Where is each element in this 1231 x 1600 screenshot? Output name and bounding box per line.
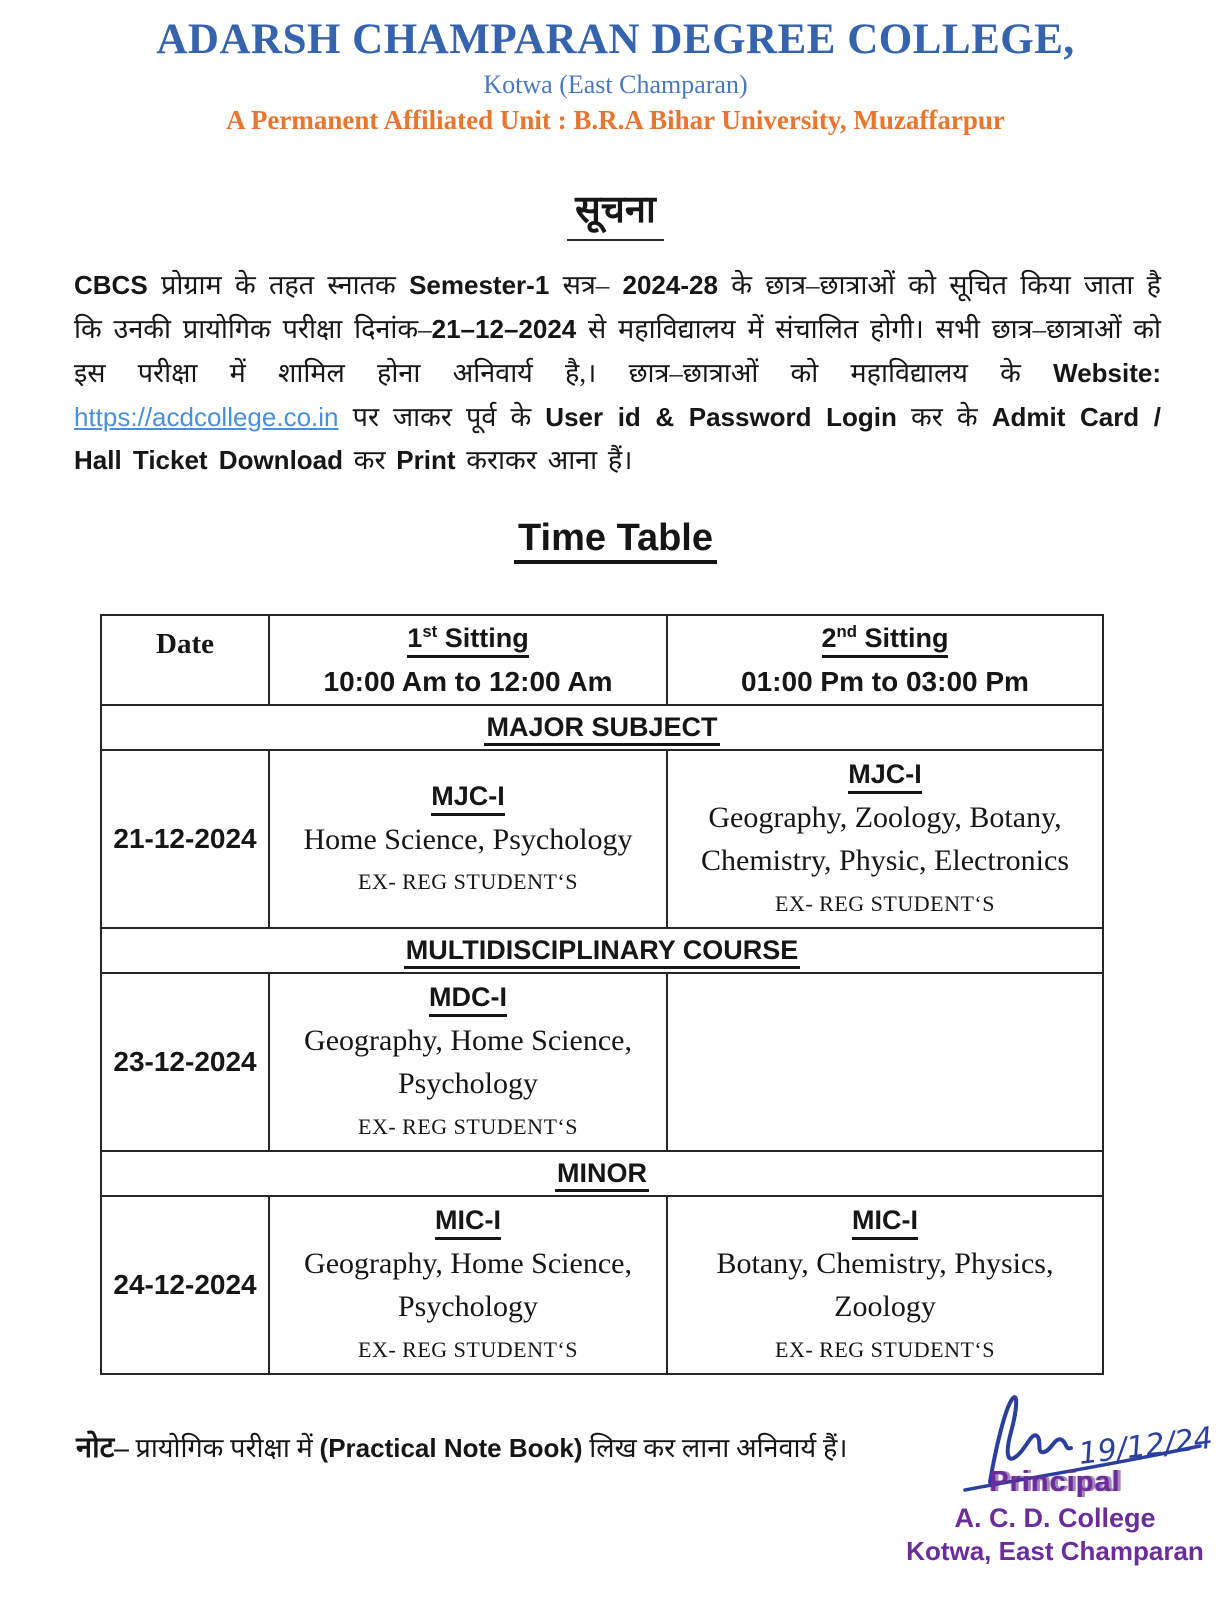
student-category: EX- REG STUDENT‘S — [358, 869, 578, 895]
subject-list: Botany, Chemistry, Physics, Zoology — [716, 1246, 1054, 1324]
timetable-heading — [0, 517, 1231, 560]
section-title: MAJOR SUBJECT — [484, 712, 719, 746]
subject-list: Geography, Home Science, Psychology — [304, 1023, 632, 1101]
student-category: EX- REG STUDENT‘S — [358, 1336, 578, 1362]
column-header-date: Date — [101, 615, 269, 705]
notice-heading-text: सूचना — [567, 189, 664, 241]
course-code: MJC-I — [848, 759, 922, 794]
stamp-principal-title: Principal — [989, 1466, 1121, 1498]
stamp-college-name: A. C. D. College — [954, 1503, 1156, 1533]
second-sitting-cell — [667, 750, 1103, 928]
course-code: MDC-I — [429, 982, 507, 1017]
course-code: MIC-I — [852, 1205, 918, 1240]
notice-text-segment: के छात्र–छात्राओं को सूचित किया जाता है कि उनकी प्रायोगिक परीक्षा दिनांक– — [74, 270, 1161, 345]
date-cell: 23-12-2024 — [101, 973, 269, 1151]
notice-text-segment: सत्र– — [549, 270, 623, 301]
second-sitting-title: 2nd Sitting — [822, 622, 949, 658]
first-sitting-time: 10:00 Am to 12:00 Am — [323, 665, 613, 697]
college-location: Kotwa (East Champaran) — [483, 70, 748, 100]
exam-row-23-12-2024 — [101, 973, 1103, 1151]
course-code: MIC-I — [435, 1205, 501, 1240]
note-label: नोट– — [76, 1431, 129, 1464]
college-affiliation: A Permanent Affiliated Unit : B.R.A Bihar University, Muzaffarpur — [226, 105, 1005, 136]
exam-date-text: 21–12–2024 — [431, 314, 577, 345]
notice-text-segment: Print — [396, 445, 456, 476]
section-header-multidisciplinary-course — [101, 928, 1103, 973]
subject-list: Geography, Zoology, Botany, Chemistry, Physic, Electronics — [701, 800, 1069, 878]
notice-text-segment: CBCS — [74, 270, 148, 301]
signature-block — [890, 1382, 1220, 1567]
notice-text-segment: पर जाकर पूर्व के — [338, 401, 546, 432]
notice-heading — [0, 182, 1231, 234]
note-text-segment: प्रायोगिक परीक्षा में — [128, 1432, 320, 1463]
date-cell: 24-12-2024 — [101, 1196, 269, 1374]
notice-text-segment: प्रोग्राम के तहत स्नातक — [147, 270, 410, 301]
table-header-row — [101, 615, 1103, 705]
exam-row-24-12-2024 — [101, 1196, 1103, 1374]
section-header-major-subject — [101, 705, 1103, 750]
college-name: ADARSH CHAMPARAN DEGREE COLLEGE, — [156, 16, 1075, 63]
notice-text-segment: Semester-1 — [409, 270, 550, 301]
notice-text-segment: 2024-28 — [622, 270, 718, 301]
student-category: EX- REG STUDENT‘S — [775, 1336, 995, 1362]
second-sitting-cell-empty — [667, 973, 1103, 1151]
notice-body — [74, 264, 1161, 483]
column-header-first-sitting — [269, 615, 667, 705]
section-header-minor — [101, 1151, 1103, 1196]
second-sitting-cell — [667, 1196, 1103, 1374]
first-sitting-cell — [269, 973, 667, 1151]
notice-text-segment: User id & Password Login — [545, 401, 897, 432]
stamp-college-location: Kotwa, East Champaran — [906, 1536, 1204, 1566]
note-text-segment: लिख कर लाना अनिवार्य हैं। — [582, 1432, 848, 1463]
notice-text-segment: कर — [343, 445, 397, 476]
first-sitting-cell — [269, 1196, 667, 1374]
course-code: MJC-I — [431, 781, 505, 816]
date-cell: 21-12-2024 — [101, 750, 269, 928]
column-header-second-sitting — [667, 615, 1103, 705]
first-sitting-cell — [269, 750, 667, 928]
principal-stamp — [890, 1466, 1220, 1567]
notice-text-segment: से महाविद्यालय में संचालित होगी। सभी छात्र–छात्राओं को इस परीक्षा में शामिल होना अनिवार्य है,। छात्र–छात्राओं को महाविद्यालय के — [74, 314, 1161, 388]
subject-list: Geography, Home Science, Psychology — [304, 1246, 632, 1324]
notice-text-segment: कर के — [896, 401, 992, 432]
note-text-segment: (Practical Note Book) — [319, 1432, 583, 1463]
student-category: EX- REG STUDENT‘S — [358, 1113, 578, 1139]
signature-date: 19/12/24 — [1076, 1420, 1215, 1472]
subject-list: Home Science, Psychology — [303, 822, 633, 856]
exam-row-21-12-2024 — [101, 750, 1103, 928]
section-title: MINOR — [555, 1158, 649, 1192]
exam-timetable — [100, 614, 1104, 1375]
first-sitting-title: 1st Sitting — [407, 622, 528, 658]
notice-text-segment: Admit Card / Hall Ticket Download — [74, 401, 1161, 476]
section-title: MULTIDISCIPLINARY COURSE — [404, 935, 801, 969]
second-sitting-time: 01:00 Pm to 03:00 Pm — [741, 665, 1029, 697]
student-category: EX- REG STUDENT‘S — [775, 890, 995, 916]
college-website-link[interactable]: https://acdcollege.co.in — [74, 401, 339, 432]
notice-text-segment: कराकर आना हैं। — [455, 445, 633, 476]
timetable-heading-text: Time Table — [514, 517, 717, 564]
website-label: Website: — [1053, 357, 1161, 388]
letterhead — [0, 0, 1231, 136]
